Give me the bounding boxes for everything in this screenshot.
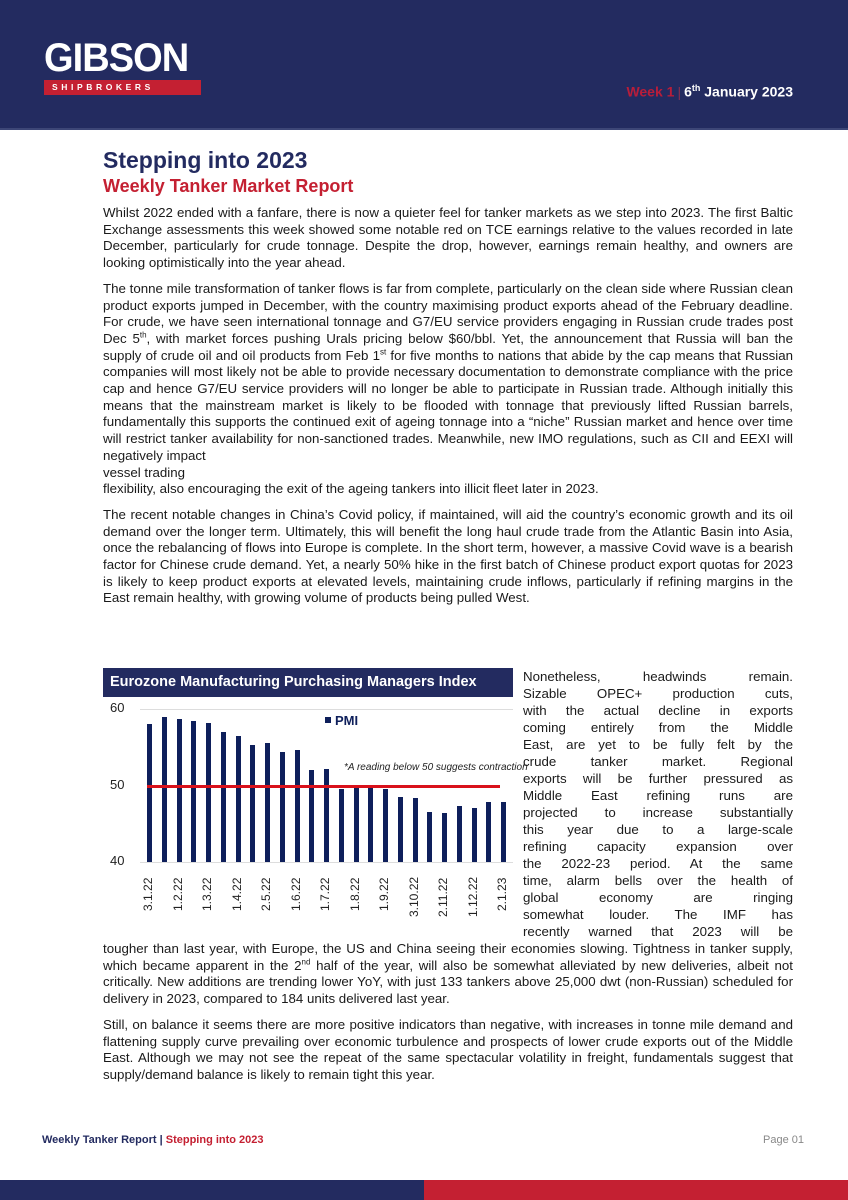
page-subtitle: Weekly Tanker Market Report (103, 176, 354, 196)
chart-legend (325, 713, 358, 728)
footer-report-label (42, 1134, 264, 1146)
logo-subtitle: SHIPBROKERS (44, 80, 201, 95)
chart-bar (442, 813, 447, 862)
x-tick-label: 2.1.23 (495, 877, 509, 912)
p4-text-b: half of the year, will also be somewhat alleviated by new deliveries, albeit not critically. New additions are trending lower YoY, with just 133 tankers above 25,000 dwt (non-Russian) scheduled for delivery in 2023, compared to 184 units delivered last year. (103, 957, 794, 1007)
chart-bar (486, 802, 491, 862)
footer-report-title: Stepping into 2023 (165, 1134, 264, 1146)
x-tick-label: 1.9.22 (377, 877, 391, 912)
paragraph-3: The recent notable changes in China’s Covid policy, if maintained, will aid the country’s economic growth and its oil demand over the longer term. Ultimately, this will benefit the long haul crude trade from the Atlantic Basin into Asia, once the rebalancing of flows into Europe is complete. In the short term, however, a massive Covid wave is a bearish factor for Chinese crude demand. Yet, a nearly 50% hike in the first batch of Chinese product export quotas for 2023 is likely to keep product exports at elevated levels, maintaining crude inflows, particularly if refining margins in the East remain healthy, with growing volume of products being pulled West. (103, 506, 793, 606)
article-continuation (103, 941, 793, 1093)
chart-bar (177, 719, 182, 862)
gibson-logo (44, 38, 201, 95)
side-paragraph (523, 668, 793, 940)
chart-bar (265, 743, 270, 862)
date-suffix: th (691, 83, 701, 93)
page-number: Page 01 (763, 1134, 804, 1146)
p2-sup-a: th (139, 330, 147, 340)
x-tick-label: 1.3.22 (200, 877, 214, 912)
side-line: somewhat louder. The IMF has (523, 907, 793, 922)
chart-bar (368, 788, 373, 862)
p2-text-c: for five months to nations that abide by the cap means that Russian companies will most likely not be able to provide necessary documentation to demonstrate compliance with the price cap and hence G7/EU service providers will no longer be able to participate in Russian trade. Although initially this means that the mainstream market is likely to be flooded with tonnage that previously lifted Russian barrels, fundamentally this supports the continued exit of ageing tonnage into a “niche” Russian market and hence over time will restrict tanker availability for non-sanctioned trades. Meanwhile, new IMO regulations, such as CII and EEXI will negatively impact (103, 347, 793, 463)
y-tick-50: 50 (110, 777, 125, 792)
paragraph-5: Still, on balance it seems there are more positive indicators than negative, with increases in tonne mile demand and flattening supply curve prevailing over economic turbulence and prospects of lower crude exports out of the Middle East. Although we may not see the repeat of the same spectacular volatility in freight, fundamentals suggest that supply/demand balance is likely to remain tight this year. (103, 1016, 793, 1082)
legend-swatch (325, 717, 331, 723)
side-line: Nonetheless, headwinds remain. (523, 669, 793, 684)
paragraph-4 (103, 941, 793, 1008)
y-tick-60: 60 (110, 700, 125, 715)
chart-bar (398, 797, 403, 862)
side-line: coming entirely from the Middle (523, 720, 793, 735)
p2-text-a: The tonne mile transformation of tanker flows is far from complete, particularly on the clean side where Russian clean product exports jumped in December, with the country maximising product exports ahead of the February deadline. For crude, we have seen international tonnage and G7/EU service providers engaging in Russian crude trades post Dec 5 (103, 280, 793, 346)
side-line: exports will be further pressured as (523, 771, 793, 786)
side-line: Sizable OPEC+ production cuts, (523, 686, 793, 701)
p4-sup: nd (301, 957, 311, 967)
separator: | (677, 83, 682, 100)
side-line: projected to increase substantially (523, 805, 793, 820)
x-tick-label: 1.6.22 (288, 877, 303, 912)
p2-line-2: vessel trading (103, 464, 186, 480)
chart-bar (413, 798, 418, 862)
paragraph-2 (103, 281, 793, 498)
paragraph-1: Whilst 2022 ended with a fanfare, there is now a quieter feel for tanker markets as we step into 2023. The first Baltic Exchange assessments this week showed some notable red on TCE earnings relative to the values recorded in late December, particularly for crude tonnage. Despite the drop, however, earnings remain healthy, and owners are looking optimistically into the year ahead. (103, 205, 793, 271)
y-tick-40: 40 (110, 853, 125, 868)
legend-label: PMI (335, 713, 359, 728)
p4-text-a: tougher than last year, with Europe, the US and China seeing their economies slowing. Tightness in tanker supply, which became apparent in the 2 (103, 941, 793, 973)
footer-report-name: Weekly Tanker Report (42, 1134, 157, 1146)
article (103, 145, 793, 616)
x-tick-label: 3.1.22 (141, 877, 155, 912)
chart-bar (324, 769, 329, 862)
chart-bar (457, 806, 462, 862)
side-line: crude tanker market. Regional (523, 754, 793, 769)
chart-bar (383, 789, 388, 862)
chart-bar (206, 723, 211, 862)
side-line: recently warned that 2023 will be (523, 924, 793, 939)
chart-bar (236, 736, 241, 862)
chart-plot-area (103, 697, 528, 938)
chart-bar (280, 752, 285, 862)
p2-text-b: , with market forces pushing Urals pricing below $60/bbl. Yet, the announcement that Russia will ban the supply of crude oil and oil products from Feb 1 (103, 330, 793, 363)
side-line: with the actual decline in exports (523, 703, 793, 718)
chart-bar (221, 732, 226, 862)
chart-bar (427, 812, 432, 862)
chart-bar (501, 802, 506, 862)
footer-bar-red (424, 1180, 848, 1200)
x-tick-label: 3.10.22 (406, 877, 421, 918)
p2-sup-b: st (380, 347, 387, 357)
reference-line-50 (147, 785, 500, 788)
x-tick-label: 1.8.22 (347, 877, 362, 912)
side-line: time, alarm bells over the health of (523, 873, 793, 888)
side-line: East, are yet to be fully felt by the (523, 737, 793, 752)
x-tick-label: 1.12.22 (465, 877, 480, 918)
x-tick-label: 2.11.22 (436, 878, 450, 918)
date-rest: January 2023 (704, 83, 793, 100)
chart-bar (162, 717, 167, 862)
week-label: Week 1 (626, 83, 675, 100)
chart-title: Eurozone Manufacturing Purchasing Managers Index (103, 668, 513, 697)
side-line: the 2022-23 period. At the same (523, 856, 793, 871)
side-line: Middle East refining runs are (523, 788, 793, 803)
p2-line-3: flexibility, also encouraging the exit of the ageing tankers into illicit fleet later in 2023. (103, 481, 599, 497)
side-line: global economy are ringing (523, 890, 793, 905)
chart-annotation: *A reading below 50 suggests contraction (344, 762, 528, 773)
footer-bar-navy (0, 1180, 424, 1200)
gridline-60 (140, 709, 513, 710)
x-tick-label: 1.7.22 (318, 877, 332, 912)
x-tick-label: 1.2.22 (170, 877, 185, 912)
pmi-chart (103, 668, 528, 938)
chart-bar (250, 745, 255, 862)
chart-bar (339, 789, 344, 862)
logo-wordmark: GIBSON (44, 36, 189, 80)
chart-bar (147, 724, 152, 862)
chart-bar (354, 786, 359, 862)
gridline-40 (140, 862, 513, 863)
chart-bar (295, 750, 300, 862)
date-day: 6 (684, 83, 692, 100)
side-column-text (523, 668, 793, 940)
page-title: Stepping into 2023 (103, 147, 308, 173)
x-tick-label: 2.5.22 (259, 877, 273, 912)
chart-bar (191, 721, 196, 862)
page-header (0, 0, 848, 130)
side-line: this year due to a large-scale (523, 822, 793, 837)
x-tick-label: 1.4.22 (229, 877, 244, 912)
chart-bar (472, 808, 477, 862)
side-line: refining capacity expansion over (523, 839, 793, 854)
issue-date (626, 83, 793, 100)
footer-separator: | (159, 1134, 163, 1146)
